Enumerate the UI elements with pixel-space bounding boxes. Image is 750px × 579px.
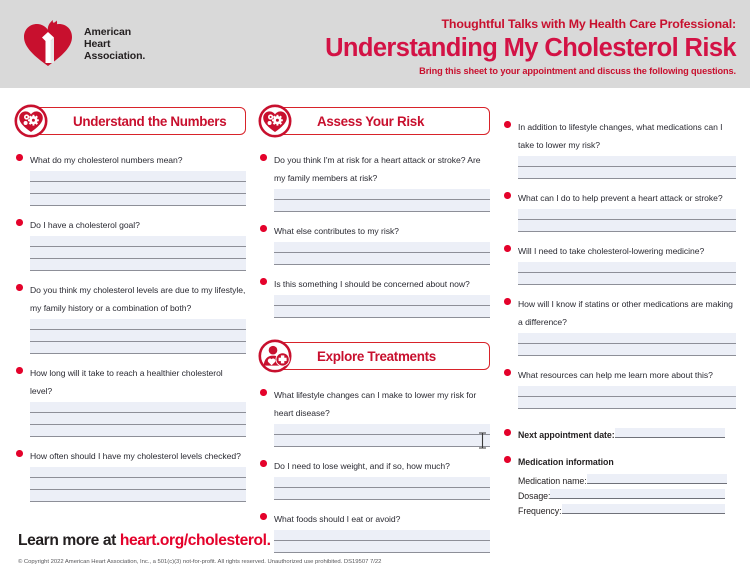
question-text: What resources can help me learn more about this? xyxy=(518,370,713,380)
bullet-icon xyxy=(260,154,267,161)
answer-line[interactable] xyxy=(274,200,490,212)
question-row xyxy=(14,446,246,464)
answer-line[interactable] xyxy=(30,467,246,478)
question-text: What do my cholesterol numbers mean? xyxy=(30,155,183,165)
question-row xyxy=(258,150,490,186)
column-three xyxy=(502,104,736,519)
question-block xyxy=(14,150,246,206)
next-appointment-input[interactable] xyxy=(615,428,725,438)
question-text: What foods should I eat or avoid? xyxy=(274,514,401,524)
answer-lines[interactable] xyxy=(518,262,736,285)
answer-line[interactable] xyxy=(518,220,736,232)
question-text: Do I need to lose weight, and if so, how much? xyxy=(274,461,450,471)
bullet-icon xyxy=(260,225,267,232)
logo-line-3: Association. xyxy=(84,50,146,62)
question-text: Do you think my cholesterol levels are due to my lifestyle, my family history or a combination of both? xyxy=(30,285,246,313)
question-text: Is this something I should be concerned about now? xyxy=(274,279,470,289)
answer-lines[interactable] xyxy=(30,402,246,437)
medication-name-label: Medication name: xyxy=(518,476,587,486)
learn-more-url[interactable]: heart.org/cholesterol. xyxy=(119,532,271,549)
bullet-icon xyxy=(260,389,267,396)
logo-line-2: Heart xyxy=(84,38,111,50)
answer-line[interactable] xyxy=(274,424,490,435)
answer-lines[interactable] xyxy=(518,209,736,232)
i-beam-cursor-icon xyxy=(478,432,487,449)
answer-line[interactable] xyxy=(30,402,246,413)
question-row xyxy=(14,280,246,316)
question-block xyxy=(502,294,736,356)
answer-line[interactable] xyxy=(30,171,246,182)
aha-logo-text xyxy=(84,26,145,62)
question-block xyxy=(258,456,490,500)
answer-lines[interactable] xyxy=(274,477,490,500)
answer-line[interactable] xyxy=(30,247,246,259)
answer-line[interactable] xyxy=(30,413,246,425)
question-block xyxy=(258,385,490,447)
section-title-understand-the-numbers: Understand the Numbers xyxy=(73,113,227,129)
aha-logo xyxy=(20,16,145,72)
question-text: Do you think I'm at risk for a heart attack or stroke? Are my family members at risk? xyxy=(274,155,481,183)
person-medical-cross-icon xyxy=(258,339,292,373)
frequency-label: Frequency: xyxy=(518,506,562,516)
bullet-icon xyxy=(504,298,511,305)
bullet-icon xyxy=(16,284,23,291)
answer-line[interactable] xyxy=(30,194,246,206)
page-footer xyxy=(18,532,732,565)
bullet-icon xyxy=(504,245,511,252)
answer-line[interactable] xyxy=(274,295,490,306)
question-block xyxy=(502,241,736,285)
question-block xyxy=(258,150,490,212)
bullet-icon xyxy=(504,456,511,463)
section-pill-explore-treatments xyxy=(276,342,490,370)
medication-info-label: Medication information xyxy=(518,457,614,467)
answer-line[interactable] xyxy=(518,262,736,273)
answer-line[interactable] xyxy=(274,435,490,447)
appointment-medication-fields xyxy=(502,425,736,516)
answer-line[interactable] xyxy=(518,397,736,409)
answer-lines[interactable] xyxy=(274,424,490,447)
header-title-group xyxy=(216,17,736,77)
logo-line-1: American xyxy=(84,26,132,38)
dosage-input[interactable] xyxy=(550,489,725,499)
bullet-icon xyxy=(260,278,267,285)
section-header-assess-your-risk xyxy=(258,104,490,138)
question-row xyxy=(502,241,736,259)
question-block xyxy=(14,363,246,437)
answer-line[interactable] xyxy=(518,344,736,356)
learn-more-line xyxy=(18,532,732,550)
bullet-icon xyxy=(260,460,267,467)
bullet-icon xyxy=(504,192,511,199)
answer-lines[interactable] xyxy=(30,236,246,271)
section-header-understand-the-numbers xyxy=(14,104,246,138)
answer-line[interactable] xyxy=(30,330,246,342)
medication-name-row xyxy=(518,474,736,486)
answer-line[interactable] xyxy=(274,189,490,200)
question-row xyxy=(258,456,490,474)
answer-line[interactable] xyxy=(518,156,736,167)
answer-line[interactable] xyxy=(30,182,246,194)
bullet-icon xyxy=(504,369,511,376)
bullet-icon xyxy=(504,121,511,128)
dosage-label: Dosage: xyxy=(518,491,551,501)
question-text: In addition to lifestyle changes, what medications can I take to lower my risk? xyxy=(518,122,723,150)
question-row xyxy=(14,150,246,168)
answer-line[interactable] xyxy=(30,259,246,271)
answer-lines[interactable] xyxy=(518,156,736,179)
answer-line[interactable] xyxy=(30,319,246,330)
answer-line[interactable] xyxy=(30,342,246,354)
answer-lines[interactable] xyxy=(274,189,490,212)
learn-more-prefix: Learn more at xyxy=(18,532,120,549)
answer-line[interactable] xyxy=(30,236,246,247)
frequency-row xyxy=(518,504,736,516)
answer-lines[interactable] xyxy=(274,295,490,318)
question-text: How long will it take to reach a healthier cholesterol level? xyxy=(30,368,223,396)
question-text: How often should I have my cholesterol levels checked? xyxy=(30,451,241,461)
bullet-icon xyxy=(260,513,267,520)
question-row xyxy=(502,294,736,330)
next-appointment-row xyxy=(502,425,736,443)
answer-lines[interactable] xyxy=(30,171,246,206)
header-kicker: Thoughtful Talks with My Health Care Professional: xyxy=(441,17,736,31)
question-text: Do I have a cholesterol goal? xyxy=(30,220,140,230)
next-appointment-label: Next appointment date: xyxy=(518,430,615,440)
answer-line[interactable] xyxy=(518,167,736,179)
answer-lines[interactable] xyxy=(274,242,490,265)
page-header xyxy=(0,0,750,88)
question-row xyxy=(14,215,246,233)
bullet-icon xyxy=(16,367,23,374)
question-text: What else contributes to my risk? xyxy=(274,226,399,236)
column-two xyxy=(258,104,490,562)
question-text: Will I need to take cholesterol-lowering medicine? xyxy=(518,246,705,256)
question-text: How will I know if statins or other medications are making a difference? xyxy=(518,299,733,327)
question-row xyxy=(502,365,736,383)
bullet-icon xyxy=(504,429,511,436)
question-row xyxy=(258,274,490,292)
question-row xyxy=(14,363,246,399)
question-text: What lifestyle changes can I make to lower my risk for heart disease? xyxy=(274,390,477,418)
header-subtitle: Bring this sheet to your appointment and discuss the following questions. xyxy=(419,66,736,76)
answer-lines[interactable] xyxy=(518,333,736,356)
bullet-icon xyxy=(16,154,23,161)
answer-lines[interactable] xyxy=(30,467,246,502)
question-row xyxy=(258,385,490,421)
question-block xyxy=(14,215,246,271)
answer-line[interactable] xyxy=(30,490,246,502)
answer-line[interactable] xyxy=(30,478,246,490)
question-row xyxy=(258,509,490,527)
answer-line[interactable] xyxy=(274,253,490,265)
heart-gears-icon xyxy=(258,104,292,138)
copyright-text: © Copyright 2022 American Heart Association, Inc., a 501(c)(3) not-for-profit. All rights reserved. Unauthorized use prohibited. DS19507 7/22 xyxy=(18,559,382,565)
column-one xyxy=(14,104,246,511)
header-divider xyxy=(0,88,750,90)
frequency-input[interactable] xyxy=(562,504,725,514)
section-title-explore-treatments: Explore Treatments xyxy=(317,348,436,364)
question-block xyxy=(14,446,246,502)
bullet-icon xyxy=(16,219,23,226)
answer-lines[interactable] xyxy=(30,319,246,354)
answer-line[interactable] xyxy=(518,273,736,285)
answer-line[interactable] xyxy=(518,386,736,397)
question-row xyxy=(502,117,736,153)
question-block xyxy=(258,221,490,265)
question-text: What can I do to help prevent a heart attack or stroke? xyxy=(518,193,723,203)
question-block xyxy=(502,365,736,409)
answer-line[interactable] xyxy=(274,306,490,318)
section-title-assess-your-risk: Assess Your Risk xyxy=(317,113,425,129)
answer-line[interactable] xyxy=(518,333,736,344)
medication-info-row xyxy=(502,452,736,470)
answer-line[interactable] xyxy=(30,425,246,437)
question-block xyxy=(14,280,246,354)
answer-line[interactable] xyxy=(274,488,490,500)
section-pill-understand-the-numbers xyxy=(32,107,246,135)
aha-heart-torch-logo-icon xyxy=(20,16,76,72)
question-block xyxy=(502,117,736,179)
heart-gears-icon xyxy=(14,104,48,138)
section-pill-assess-your-risk xyxy=(276,107,490,135)
answer-line[interactable] xyxy=(274,477,490,488)
question-block xyxy=(502,188,736,232)
medication-name-input[interactable] xyxy=(587,474,727,484)
page-title: Understanding My Cholesterol Risk xyxy=(325,34,736,62)
section-header-explore-treatments xyxy=(258,339,490,373)
question-block xyxy=(258,274,490,318)
question-row xyxy=(502,188,736,206)
answer-line[interactable] xyxy=(518,209,736,220)
dosage-row xyxy=(518,489,736,501)
answer-line[interactable] xyxy=(274,242,490,253)
answer-lines[interactable] xyxy=(518,386,736,409)
question-row xyxy=(258,221,490,239)
bullet-icon xyxy=(16,450,23,457)
